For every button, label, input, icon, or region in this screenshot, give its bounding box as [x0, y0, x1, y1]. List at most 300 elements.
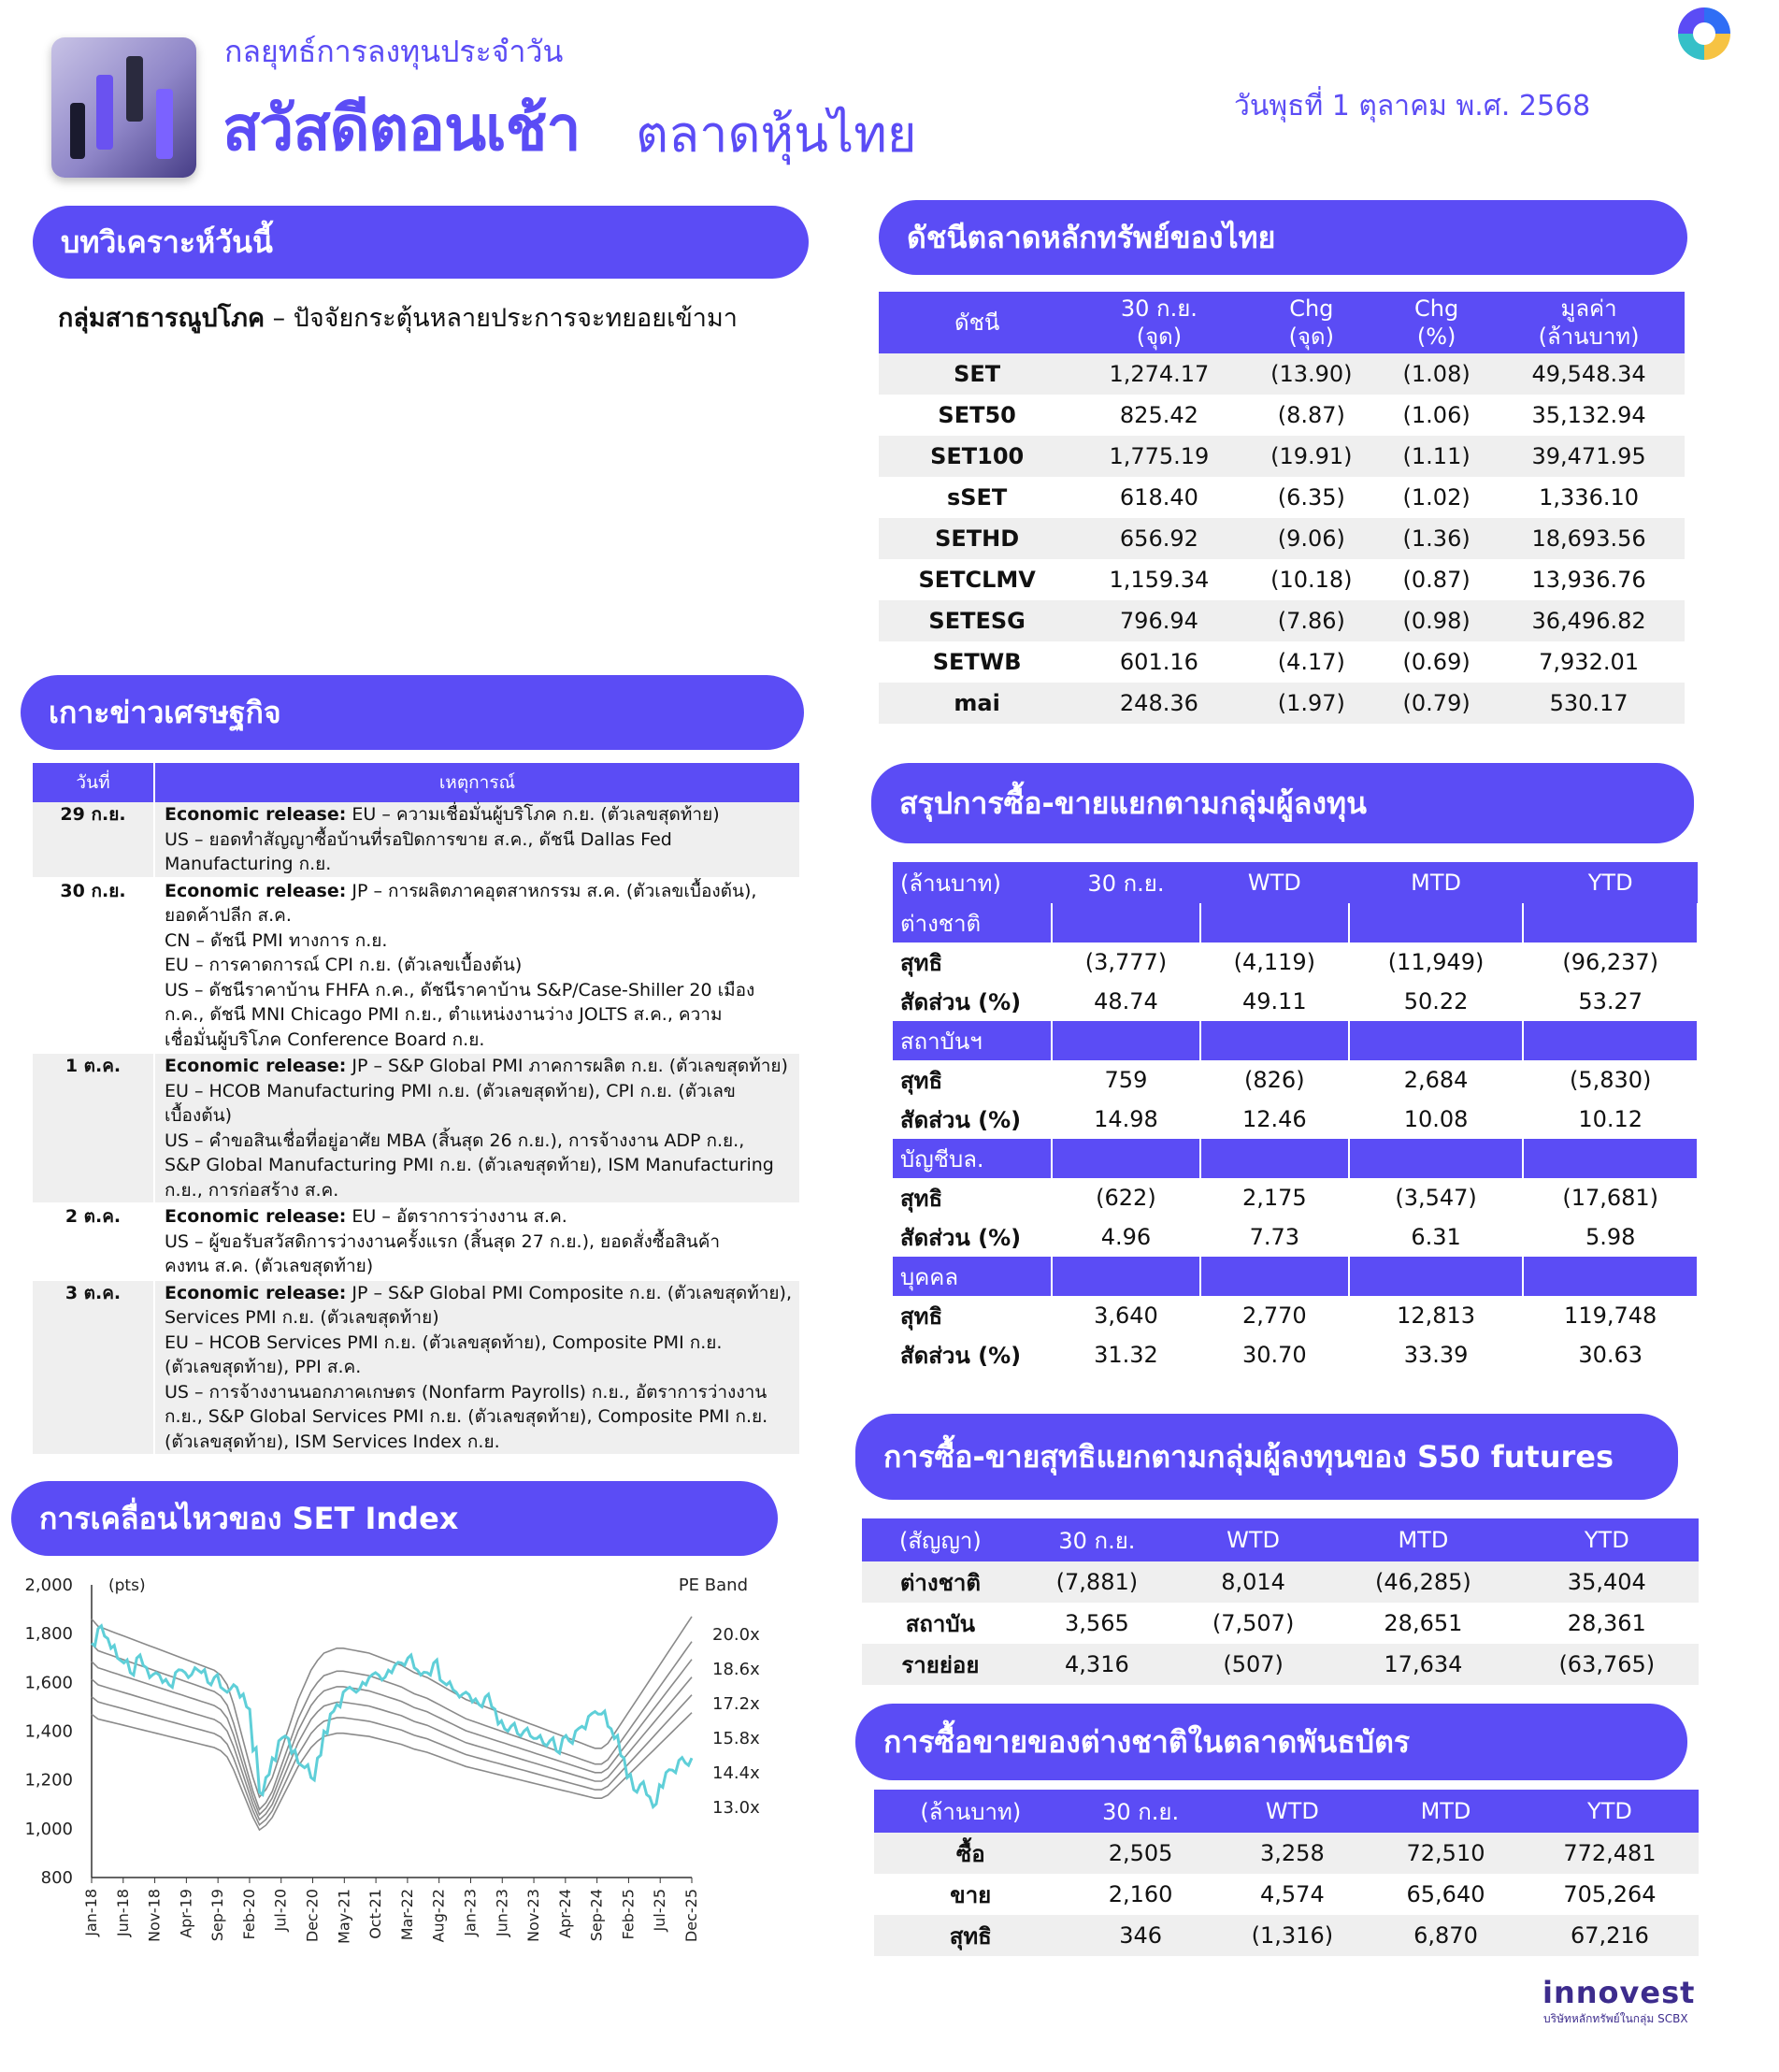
bond-col-header: (ล้านบาท) — [874, 1790, 1068, 1833]
futures-cell: 28,361 — [1567, 1610, 1646, 1636]
economic-event-line — [165, 1230, 799, 1255]
economic-event-line — [165, 903, 799, 928]
economic-event-text: US – ยอดทำสัญญาซื้อบ้านที่รอปิดการขาย ส.ค., ดัชนี Dallas Fed — [165, 828, 672, 850]
investor-share-cell: 10.12 — [1578, 1106, 1643, 1132]
investor-col-header: MTD — [1349, 862, 1524, 903]
economic-event — [154, 1280, 799, 1456]
index-cell: 1,775.19 — [1075, 436, 1242, 477]
investor-col-header: WTD — [1200, 862, 1349, 903]
bond-row — [874, 1874, 1699, 1915]
index-row — [879, 518, 1685, 559]
index-cell: 530.17 — [1493, 683, 1685, 724]
investor-group-spacer — [1523, 1021, 1698, 1060]
x-tick-label: Jun-23 — [493, 1889, 511, 1937]
index-cell: 825.42 — [1119, 402, 1198, 428]
index-row — [879, 353, 1685, 395]
economic-event-line — [165, 879, 799, 904]
index-cell: (7.86) — [1243, 600, 1381, 641]
index-cell: 35,132.94 — [1531, 402, 1646, 428]
futures-heading: การซื้อ-ขายสุทธิแยกตามกลุ่มผู้ลงทุนของ S50 futures — [855, 1414, 1678, 1500]
index-col-name: ดัชนี — [879, 292, 1075, 353]
pe-band-line — [92, 1660, 692, 1815]
economic-event-text: ก.ย., S&P Global Services PMI ก.ย. (ตัวเลขสุดท้าย), Composite PMI ก.ย. — [165, 1406, 768, 1427]
economic-event-text: EU – HCOB Manufacturing PMI ก.ย. (ตัวเลขสุดท้าย), CPI ก.ย. (ตัวเลข — [165, 1080, 736, 1101]
index-cell: (6.35) — [1277, 484, 1345, 511]
investor-col-header: (ล้านบาท) — [893, 862, 1052, 903]
x-tick-label: Feb-25 — [619, 1889, 638, 1940]
economic-event-text: ก.ย., การก่อสร้าง ส.ค. — [165, 1179, 339, 1201]
index-row — [879, 559, 1685, 600]
index-cell: 601.16 — [1119, 649, 1198, 675]
economic-event-text: JP – การผลิตภาคอุตสาหกรรม ส.ค. (ตัวเลขเบื้องต้น), — [346, 880, 757, 901]
economic-release-label: Economic release: — [165, 1056, 347, 1076]
investor-group-row — [893, 1139, 1698, 1178]
pe-band-line — [92, 1713, 692, 1830]
x-tick-label: Jun-18 — [113, 1889, 132, 1937]
investor-net-cell: 2,770 — [1241, 1302, 1307, 1329]
economic-date: 29 ก.ย. — [33, 802, 154, 878]
index-cell: 656.92 — [1075, 518, 1242, 559]
index-cell: (1.08) — [1380, 353, 1493, 395]
economic-event — [154, 878, 799, 1054]
futures-col-header: YTD — [1515, 1518, 1699, 1561]
investor-group-spacer — [1052, 903, 1200, 942]
index-cell: 49,548.34 — [1493, 353, 1685, 395]
index-cell: (1.97) — [1243, 683, 1381, 724]
investor-share-cell: 48.74 — [1094, 988, 1158, 1014]
pe-band-legend-label: PE Band — [678, 1576, 748, 1595]
x-tick-label: Sep-24 — [587, 1889, 606, 1942]
index-cell: (4.17) — [1277, 649, 1345, 675]
investor-group-row — [893, 1021, 1698, 1060]
economic-event-line — [165, 1178, 799, 1203]
investor-group-name: บุคคล — [893, 1257, 1052, 1296]
futures-cell: รายย่อย — [862, 1644, 1019, 1685]
y-axis-unit-label: (pts) — [108, 1576, 146, 1595]
index-col-value: มูลค่า (ล้านบาท) — [1493, 292, 1685, 353]
futures-cell: (46,285) — [1331, 1561, 1514, 1603]
futures-cell: (63,765) — [1515, 1644, 1699, 1685]
investor-group-spacer — [1523, 1257, 1698, 1296]
economic-event-text: เบื้องต้น) — [165, 1105, 232, 1126]
x-tick-label: Jul-20 — [271, 1889, 290, 1932]
index-row — [879, 600, 1685, 641]
index-cell: SET50 — [938, 402, 1016, 428]
index-cell: 7,932.01 — [1539, 649, 1639, 675]
economic-event-text: EU – การคาดการณ์ CPI ก.ย. (ตัวเลขเบื้องต้น) — [165, 955, 523, 975]
index-cell: SET — [879, 353, 1075, 395]
y-tick-label: 1,400 — [24, 1721, 73, 1742]
economic-event-line — [165, 1404, 799, 1430]
investor-group-spacer — [1052, 1139, 1200, 1178]
economic-release-label: Economic release: — [165, 1206, 347, 1227]
bond-cell: 72,510 — [1370, 1833, 1521, 1874]
economic-event — [154, 1053, 799, 1203]
bond-cell: 346 — [1068, 1915, 1214, 1956]
economic-event-line — [165, 1380, 799, 1405]
bond-cell: ซื้อ — [874, 1833, 1068, 1874]
brand-circle-icon — [1678, 7, 1730, 60]
economic-row — [33, 878, 799, 1054]
header-candlestick-image — [51, 37, 196, 178]
economic-event — [154, 1203, 799, 1280]
index-cell: 13,936.76 — [1531, 567, 1646, 593]
index-cell: SET100 — [879, 436, 1075, 477]
index-cell: (0.79) — [1380, 683, 1493, 724]
investor-group-row — [893, 1257, 1698, 1296]
pe-band-label: 13.0x — [712, 1798, 760, 1818]
economic-event-text: Manufacturing ก.ย. — [165, 854, 332, 874]
header-date: วันพุธที่ 1 ตุลาคม พ.ศ. 2568 — [1234, 90, 1591, 122]
investor-share-cell: 4.96 — [1100, 1224, 1152, 1250]
bond-col-header: MTD — [1370, 1790, 1521, 1833]
analysis-heading: บทวิเคราะห์วันนี้ — [33, 206, 809, 279]
set-index-chart — [0, 1561, 841, 1964]
index-cell: (0.69) — [1402, 649, 1471, 675]
bond-cell: (1,316) — [1214, 1915, 1370, 1956]
index-cell: mai — [879, 683, 1075, 724]
x-tick-label: Jul-25 — [651, 1889, 669, 1932]
economic-event-line — [165, 852, 799, 877]
index-cell: 36,496.82 — [1493, 600, 1685, 641]
economic-event-text: EU – HCOB Services PMI ก.ย. (ตัวเลขสุดท้าย), Composite PMI ก.ย. — [165, 1331, 723, 1353]
index-cell: SETHD — [879, 518, 1075, 559]
investor-net-cell: (622) — [1096, 1185, 1156, 1211]
x-tick-label: Apr-24 — [555, 1889, 574, 1938]
futures-row — [862, 1603, 1699, 1644]
y-tick-label: 1,800 — [24, 1624, 73, 1645]
investor-share-label: สัดส่วน (%) — [900, 1106, 1022, 1133]
y-tick-label: 1,600 — [24, 1673, 73, 1693]
economic-event-line — [165, 1002, 799, 1028]
header-title: สวัสดีตอนเช้า — [222, 93, 581, 165]
futures-cell: (7,507) — [1212, 1610, 1295, 1636]
economic-event-line — [165, 1103, 799, 1129]
index-cell: (13.90) — [1243, 353, 1381, 395]
x-tick-label: Dec-25 — [682, 1889, 700, 1943]
investor-share-cell: 49.11 — [1241, 988, 1307, 1014]
economic-event-text: S&P Global Manufacturing PMI ก.ย. (ตัวเลขสุดท้าย), ISM Manufacturing — [165, 1155, 774, 1175]
investor-net-label: สุทธิ — [900, 949, 943, 976]
index-cell: 1,159.34 — [1109, 567, 1210, 593]
pe-band-line — [92, 1642, 692, 1810]
economic-event-text: (ตัวเลขสุดท้าย), ISM Services Index ก.ย. — [165, 1431, 500, 1452]
index-cell: SETESG — [879, 600, 1075, 641]
investor-share-cell: 33.39 — [1403, 1342, 1469, 1368]
economic-event-text: US – ผู้ขอรับสวัสดิการว่างงานครั้งแรก (สิ้นสุด 27 ก.ย.), ยอดสั่งซื้อสินค้า — [165, 1230, 721, 1252]
economic-event-text: ยอดค้าปลีก ส.ค. — [165, 905, 292, 926]
index-cell: SETCLMV — [918, 567, 1036, 593]
index-cell: (0.98) — [1380, 600, 1493, 641]
bond-col-header: 30 ก.ย. — [1068, 1790, 1214, 1833]
index-cell: SETWB — [932, 649, 1022, 675]
investor-net-cell: 2,684 — [1403, 1067, 1469, 1093]
economic-date: 3 ต.ค. — [33, 1280, 154, 1456]
economic-date: 1 ต.ค. — [33, 1053, 154, 1203]
investor-share-cell: 14.98 — [1094, 1106, 1158, 1132]
index-row — [879, 436, 1685, 477]
economic-event-line — [165, 1254, 799, 1279]
investor-share-cell: 6.31 — [1411, 1224, 1461, 1250]
investor-share-row — [893, 982, 1698, 1021]
investor-net-row — [893, 942, 1698, 982]
bond-row — [874, 1833, 1699, 1874]
investor-share-row — [893, 1217, 1698, 1257]
bond-cell: 772,481 — [1521, 1833, 1699, 1874]
bond-cell: 4,574 — [1260, 1881, 1325, 1907]
economic-date: 30 ก.ย. — [33, 878, 154, 1054]
economic-event-line — [165, 1204, 799, 1230]
investor-group-spacer — [1200, 1139, 1349, 1178]
index-cell: (19.91) — [1243, 436, 1381, 477]
index-cell: sSET — [946, 484, 1008, 511]
index-cell: (1.11) — [1380, 436, 1493, 477]
economic-event-text: CN – ดัชนี PMI ทางการ ก.ย. — [165, 929, 388, 951]
x-tick-label: Oct-21 — [366, 1889, 385, 1939]
investor-group-name: สถาบันฯ — [893, 1021, 1052, 1060]
investor-group-spacer — [1052, 1257, 1200, 1296]
economic-event-text: US – ดัชนีราคาบ้าน FHFA ก.ค., ดัชนีราคาบ้าน S&P/Case-Shiller 20 เมือง — [165, 979, 755, 1000]
investor-net-cell: 759 — [1104, 1067, 1148, 1093]
index-heading: ดัชนีตลาดหลักทรัพย์ของไทย — [879, 200, 1687, 275]
bond-col-header: YTD — [1521, 1790, 1699, 1833]
index-cell: (1.06) — [1402, 402, 1471, 428]
x-tick-label: May-21 — [335, 1889, 353, 1944]
index-cell: (1.36) — [1380, 518, 1493, 559]
index-cell: 1,274.17 — [1075, 353, 1242, 395]
bond-cell: 67,216 — [1521, 1915, 1699, 1956]
index-cell: 18,693.56 — [1493, 518, 1685, 559]
futures-row — [862, 1644, 1699, 1685]
set-chart-heading: การเคลื่อนไหวของ SET Index — [11, 1481, 778, 1556]
analysis-topic-rest: – ปัจจัยกระตุ้นหลายประการจะทยอยเข้ามา — [265, 304, 738, 333]
futures-col-header: MTD — [1331, 1518, 1514, 1561]
economic-row — [33, 1280, 799, 1456]
index-col-close: 30 ก.ย. (จุด) — [1075, 292, 1242, 353]
investor-share-cell: 7.73 — [1249, 1224, 1300, 1250]
investor-group-spacer — [1200, 903, 1349, 942]
investor-group-spacer — [1349, 1257, 1524, 1296]
pe-band-label: 15.8x — [712, 1729, 760, 1748]
bond-cell: 2,160 — [1108, 1881, 1173, 1907]
economic-event-line — [165, 802, 799, 827]
economic-row — [33, 1203, 799, 1280]
investor-group-row — [893, 903, 1698, 942]
economic-event-line — [165, 1355, 799, 1380]
bond-cell: 65,640 — [1406, 1881, 1485, 1907]
investor-group-spacer — [1200, 1257, 1349, 1296]
economic-event-text: JP – S&P Global PMI Composite ก.ย. (ตัวเลขสุดท้าย), — [346, 1282, 792, 1303]
economic-event-text: EU – ความเชื่อมั่นผู้บริโภค ก.ย. (ตัวเลขสุดท้าย) — [346, 804, 720, 825]
bond-cell: 6,870 — [1370, 1915, 1521, 1956]
investor-col-header: 30 ก.ย. — [1052, 862, 1200, 903]
header-subtitle: กลยุทธ์การลงทุนประจำวัน — [224, 34, 564, 69]
futures-col-header: 30 ก.ย. — [1019, 1518, 1175, 1561]
economic-event-text: US – คำขอสินเชื่อที่อยู่อาศัย MBA (สิ้นสุด 26 ก.ย.), การจ้างงาน ADP ก.ย., — [165, 1130, 745, 1151]
futures-cell: 3,565 — [1065, 1610, 1129, 1636]
x-tick-label: Sep-19 — [208, 1889, 227, 1942]
pe-band-label: 20.0x — [712, 1625, 760, 1645]
bond-table — [874, 1790, 1699, 1956]
investor-share-label: สัดส่วน (%) — [900, 1224, 1022, 1251]
economic-event-text: คงทน ส.ค. (ตัวเลขสุดท้าย) — [165, 1256, 374, 1276]
index-row — [879, 477, 1685, 518]
investor-group-spacer — [1349, 1021, 1524, 1060]
investor-net-cell: 2,175 — [1241, 1185, 1307, 1211]
futures-col-header: (สัญญา) — [862, 1518, 1019, 1561]
investor-net-cell: (11,949) — [1387, 949, 1485, 975]
economic-event-line — [165, 978, 799, 1003]
economic-event-line — [165, 1430, 799, 1455]
futures-cell: สถาบัน — [905, 1610, 976, 1637]
index-table — [879, 292, 1685, 724]
index-cell: 39,471.95 — [1493, 436, 1685, 477]
set-index-series-line — [92, 1626, 692, 1807]
investor-group-spacer — [1349, 1139, 1524, 1178]
investor-share-cell: 30.70 — [1241, 1342, 1307, 1368]
index-cell: (1.02) — [1402, 484, 1471, 511]
investor-net-label: สุทธิ — [900, 1302, 943, 1330]
investor-net-cell: (3,547) — [1395, 1185, 1477, 1211]
y-tick-label: 800 — [40, 1868, 73, 1888]
investor-heading: สรุปการซื้อ-ขายแยกตามกลุ่มผู้ลงทุน — [871, 763, 1694, 843]
x-tick-label: Nov-23 — [524, 1889, 543, 1942]
innovest-logo-subtitle: บริษัทหลักทรัพย์ในกลุ่ม SCBX — [1543, 2012, 1688, 2025]
futures-col-header: WTD — [1175, 1518, 1331, 1561]
x-tick-label: Aug-22 — [429, 1889, 448, 1943]
economic-row — [33, 802, 799, 878]
investor-net-cell: (5,830) — [1569, 1067, 1652, 1093]
economic-event — [154, 802, 799, 878]
economic-release-label: Economic release: — [165, 1282, 347, 1303]
index-col-chg-pct: Chg (%) — [1380, 292, 1493, 353]
investor-net-cell: 12,813 — [1397, 1302, 1476, 1329]
pe-band-label: 14.4x — [712, 1763, 760, 1783]
bond-cell: ขาย — [950, 1881, 992, 1908]
investor-share-label: สัดส่วน (%) — [900, 1342, 1022, 1369]
index-cell: 618.40 — [1119, 484, 1198, 511]
economic-event-text: JP – S&P Global PMI ภาคการผลิต ก.ย. (ตัวเลขสุดท้าย) — [346, 1056, 788, 1076]
futures-cell: 8,014 — [1175, 1561, 1331, 1603]
x-tick-label: Jan-23 — [461, 1889, 480, 1936]
pe-band-label: 17.2x — [712, 1694, 760, 1714]
investor-net-cell: (826) — [1244, 1067, 1305, 1093]
investor-share-cell: 50.22 — [1403, 988, 1469, 1014]
analysis-topic-bold: กลุ่มสาธารณูปโภค — [58, 304, 265, 333]
futures-cell: (7,881) — [1019, 1561, 1175, 1603]
economic-event-line — [165, 1079, 799, 1104]
index-cell: (8.87) — [1277, 402, 1345, 428]
y-tick-label: 2,000 — [24, 1576, 73, 1595]
bond-cell: 3,258 — [1214, 1833, 1370, 1874]
futures-cell: ต่างชาติ — [862, 1561, 1019, 1603]
x-tick-label: Feb-20 — [239, 1889, 258, 1940]
investor-share-cell: 10.08 — [1403, 1106, 1469, 1132]
x-tick-label: Dec-20 — [303, 1889, 322, 1943]
futures-table — [862, 1518, 1699, 1685]
economic-table — [33, 763, 799, 1456]
investor-net-cell: 119,748 — [1564, 1302, 1657, 1329]
investor-net-cell: (17,681) — [1562, 1185, 1659, 1211]
investor-share-row — [893, 1335, 1698, 1374]
economic-event-line — [165, 1305, 799, 1331]
investor-share-cell: 31.32 — [1094, 1342, 1158, 1368]
investor-share-cell: 12.46 — [1241, 1106, 1307, 1132]
investor-share-cell: 53.27 — [1578, 988, 1643, 1014]
investor-group-spacer — [1052, 1021, 1200, 1060]
economic-event-text: (ตัวเลขสุดท้าย), PPI ส.ค. — [165, 1357, 362, 1377]
futures-cell: 4,316 — [1019, 1644, 1175, 1685]
index-cell: (10.18) — [1270, 567, 1353, 593]
economic-date: 2 ต.ค. — [33, 1203, 154, 1280]
investor-net-label: สุทธิ — [900, 1185, 943, 1212]
investor-net-cell: (4,119) — [1233, 949, 1316, 975]
y-tick-label: 1,200 — [24, 1770, 73, 1791]
investor-net-cell: 3,640 — [1094, 1302, 1158, 1329]
innovest-logo: innovest — [1542, 1975, 1696, 2010]
bond-cell: สุทธิ — [874, 1915, 1068, 1956]
pe-band-label: 18.6x — [712, 1660, 760, 1679]
investor-net-cell: (96,237) — [1562, 949, 1659, 975]
futures-row — [862, 1561, 1699, 1603]
bond-col-header: WTD — [1214, 1790, 1370, 1833]
index-row — [879, 641, 1685, 683]
pe-band-line — [92, 1617, 692, 1797]
futures-cell: 28,651 — [1384, 1610, 1463, 1636]
economic-event-line — [165, 953, 799, 978]
economic-heading: เกาะข่าวเศรษฐกิจ — [21, 675, 804, 750]
economic-event-line — [165, 1331, 799, 1356]
index-cell: (9.06) — [1243, 518, 1381, 559]
analysis-topic — [58, 297, 738, 338]
economic-event-text: EU – อัตราการว่างงาน ส.ค. — [346, 1206, 567, 1227]
investor-share-cell: 5.98 — [1585, 1224, 1636, 1250]
economic-event-line — [165, 1028, 799, 1053]
index-cell: 796.94 — [1075, 600, 1242, 641]
economic-event-line — [165, 1153, 799, 1178]
economic-release-label: Economic release: — [165, 880, 347, 901]
futures-cell: 17,634 — [1331, 1644, 1514, 1685]
investor-net-row — [893, 1060, 1698, 1100]
investor-group-spacer — [1200, 1021, 1349, 1060]
investor-col-header: YTD — [1523, 862, 1698, 903]
index-cell: 1,336.10 — [1539, 484, 1639, 511]
investor-net-cell: (3,777) — [1084, 949, 1168, 975]
economic-event-line — [165, 1054, 799, 1079]
bond-row — [874, 1915, 1699, 1956]
index-cell: 248.36 — [1075, 683, 1242, 724]
futures-cell: 35,404 — [1515, 1561, 1699, 1603]
bond-heading: การซื้อขายของต่างชาติในตลาดพันธบัตร — [855, 1704, 1687, 1780]
x-tick-label: Nov-18 — [145, 1889, 164, 1942]
economic-row — [33, 1053, 799, 1203]
index-col-chg: Chg (จุด) — [1243, 292, 1381, 353]
header-title-sub: ตลาดหุ้นไทย — [636, 105, 917, 164]
bond-cell: 2,505 — [1068, 1833, 1214, 1874]
investor-group-spacer — [1523, 1139, 1698, 1178]
index-row — [879, 395, 1685, 436]
index-cell: (0.87) — [1402, 567, 1471, 593]
bond-cell: 705,264 — [1563, 1881, 1657, 1907]
economic-release-label: Economic release: — [165, 804, 347, 825]
investor-share-row — [893, 1100, 1698, 1139]
investor-net-row — [893, 1296, 1698, 1335]
investor-net-row — [893, 1178, 1698, 1217]
futures-cell: (507) — [1175, 1644, 1331, 1685]
investor-table — [893, 862, 1699, 1374]
x-tick-label: Jan-18 — [82, 1889, 100, 1936]
index-row — [879, 683, 1685, 724]
